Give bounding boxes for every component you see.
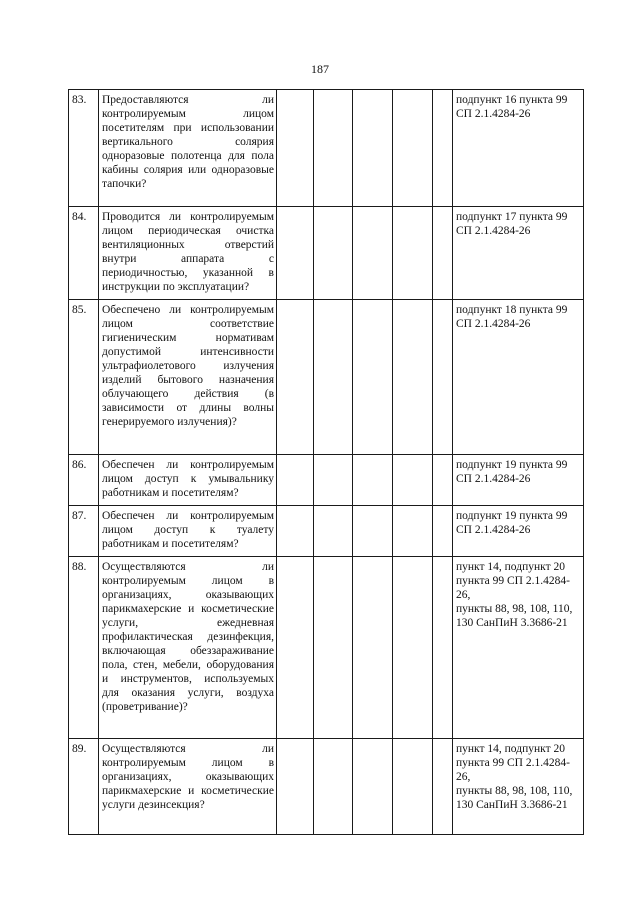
answer-cell-not-applicable[interactable]	[353, 557, 393, 739]
answer-cell-not-applicable[interactable]	[353, 90, 393, 207]
page-number: 187	[311, 62, 329, 76]
table-row	[69, 739, 584, 835]
answer-cell-extra[interactable]	[433, 300, 453, 455]
item-number: 85.	[69, 300, 99, 455]
answer-cell-not-applicable[interactable]	[353, 455, 393, 506]
answer-cell-no[interactable]	[314, 557, 353, 739]
answer-cell-no[interactable]	[314, 90, 353, 207]
item-number: 83.	[69, 90, 99, 207]
item-question: Обеспечен ли контролируемым лицом доступ к туалету работникам и посетителям?	[99, 506, 277, 557]
answer-cell-no[interactable]	[314, 506, 353, 557]
answer-cell-note[interactable]	[393, 207, 433, 300]
item-number: 84.	[69, 207, 99, 300]
answer-cell-extra[interactable]	[433, 90, 453, 207]
item-question: Осуществляются ли контролируемым лицом в организациях, оказывающих парикмахерские и косметические услуги, ежедневная профилактическая дезинфекция, включающая обеззараживание пола, стен, мебели, оборудования и инструментов, используемых для оказания услуги, воздуха (проветривание)?	[99, 557, 277, 739]
item-reference: подпункт 16 пункта 99 СП 2.1.4284-26	[453, 90, 584, 207]
item-reference: подпункт 17 пункта 99 СП 2.1.4284-26	[453, 207, 584, 300]
answer-cell-yes[interactable]	[277, 207, 314, 300]
item-question: Осуществляются ли контролируемым лицом в организациях, оказывающих парикмахерские и косметические услуги дезинсекция?	[99, 739, 277, 835]
item-reference: подпункт 19 пункта 99 СП 2.1.4284-26	[453, 455, 584, 506]
item-reference: подпункт 19 пункта 99 СП 2.1.4284-26	[453, 506, 584, 557]
answer-cell-note[interactable]	[393, 455, 433, 506]
answer-cell-yes[interactable]	[277, 300, 314, 455]
item-number: 86.	[69, 455, 99, 506]
item-question: Обеспечено ли контролируемым лицом соответствие гигиеническим нормативам допустимой интенсивности ультрафиолетового излучения изделий бытового назначения облучающего действия (в зависимости от длины волны генерируемого излучения)?	[99, 300, 277, 455]
item-number: 89.	[69, 739, 99, 835]
table-row	[69, 506, 584, 557]
answer-cell-note[interactable]	[393, 557, 433, 739]
table-row	[69, 207, 584, 300]
answer-cell-note[interactable]	[393, 300, 433, 455]
answer-cell-yes[interactable]	[277, 90, 314, 207]
answer-cell-not-applicable[interactable]	[353, 739, 393, 835]
answer-cell-not-applicable[interactable]	[353, 506, 393, 557]
answer-cell-extra[interactable]	[433, 557, 453, 739]
answer-cell-note[interactable]	[393, 739, 433, 835]
answer-cell-extra[interactable]	[433, 207, 453, 300]
answer-cell-no[interactable]	[314, 300, 353, 455]
table-row	[69, 455, 584, 506]
answer-cell-yes[interactable]	[277, 739, 314, 835]
answer-cell-yes[interactable]	[277, 506, 314, 557]
answer-cell-yes[interactable]	[277, 455, 314, 506]
answer-cell-not-applicable[interactable]	[353, 300, 393, 455]
answer-cell-extra[interactable]	[433, 739, 453, 835]
answer-cell-extra[interactable]	[433, 506, 453, 557]
answer-cell-not-applicable[interactable]	[353, 207, 393, 300]
table-row	[69, 90, 584, 207]
table-row	[69, 557, 584, 739]
checklist-table	[68, 89, 584, 835]
item-number: 88.	[69, 557, 99, 739]
item-reference: пункт 14, подпункт 20 пункта 99 СП 2.1.4284-26, пункты 88, 98, 108, 110, 130 СанПиН 3.3686-21	[453, 557, 584, 739]
item-reference: пункт 14, подпункт 20 пункта 99 СП 2.1.4284-26, пункты 88, 98, 108, 110, 130 СанПиН 3.3686-21	[453, 739, 584, 835]
answer-cell-yes[interactable]	[277, 557, 314, 739]
table-row	[69, 300, 584, 455]
item-question: Обеспечен ли контролируемым лицом доступ к умывальнику работникам и посетителям?	[99, 455, 277, 506]
answer-cell-note[interactable]	[393, 90, 433, 207]
item-question: Предоставляются ли контролируемым лицом посетителям при использовании вертикального солярия одноразовые полотенца для пола кабины солярия или одноразовые тапочки?	[99, 90, 277, 207]
answer-cell-no[interactable]	[314, 207, 353, 300]
answer-cell-extra[interactable]	[433, 455, 453, 506]
item-reference: подпункт 18 пункта 99 СП 2.1.4284-26	[453, 300, 584, 455]
answer-cell-note[interactable]	[393, 506, 433, 557]
item-number: 87.	[69, 506, 99, 557]
answer-cell-no[interactable]	[314, 455, 353, 506]
answer-cell-no[interactable]	[314, 739, 353, 835]
item-question: Проводится ли контролируемым лицом периодическая очистка вентиляционных отверстий внутри аппарата с периодичностью, указанной в инструкции по эксплуатации?	[99, 207, 277, 300]
